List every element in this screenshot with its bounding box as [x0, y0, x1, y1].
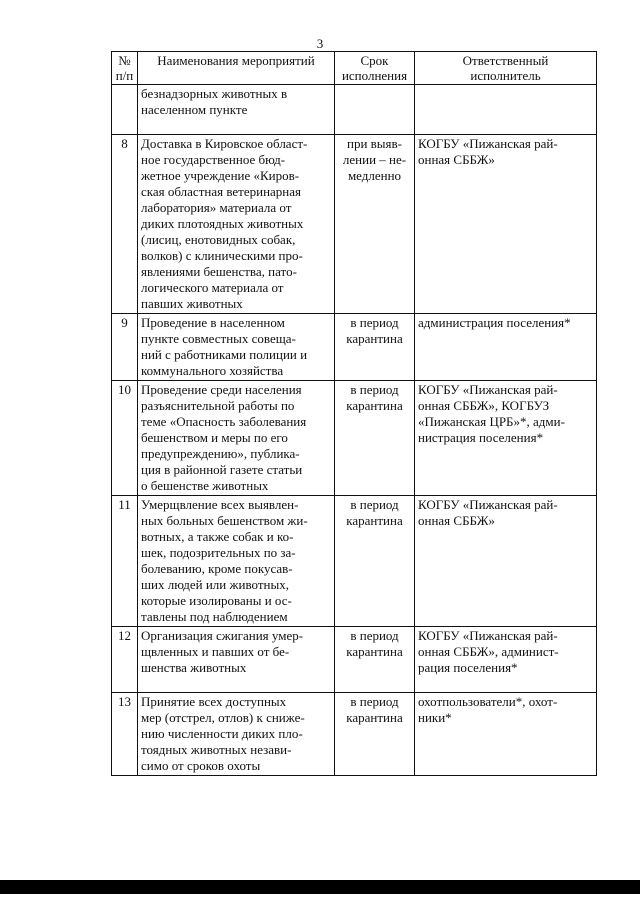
table-row	[112, 627, 597, 693]
row-responsible: КОГБУ «Пижанская рай- онная СББЖ»	[415, 135, 597, 314]
table-row	[112, 381, 597, 496]
row-num: 13	[112, 693, 138, 776]
header-responsible: Ответственный исполнитель	[415, 52, 597, 85]
row-num: 10	[112, 381, 138, 496]
row-term: в период карантина	[335, 381, 415, 496]
row-responsible: КОГБУ «Пижанская рай- онная СББЖ», админист- рация поселения*	[415, 627, 597, 693]
row-num: 8	[112, 135, 138, 314]
row-responsible	[415, 85, 597, 135]
measures-table	[111, 51, 597, 776]
row-num: 9	[112, 314, 138, 381]
row-name: безнадзорных животных в населенном пункте	[138, 85, 335, 135]
row-responsible: КОГБУ «Пижанская рай- онная СББЖ», КОГБУЗ «Пижанская ЦРБ»*, адми- нистрация поселения*	[415, 381, 597, 496]
table-row	[112, 314, 597, 381]
row-name: Умерщвление всех выявлен- ных больных бешенством жи- вотных, а также собак и ко- шек, подозрительных по за- болеванию, кроме покусав- ших людей или животных, которые изолированы и ос- тавлены под наблюдением	[138, 496, 335, 627]
row-name: Проведение среди населения разъяснительной работы по теме «Опасность заболевания бешенством и меры по его предупреждению», публика- ция в районной газете статьи о бешенстве животных	[138, 381, 335, 496]
row-term	[335, 85, 415, 135]
row-term: в период карантина	[335, 627, 415, 693]
row-responsible: охотпользователи*, охот- ники*	[415, 693, 597, 776]
row-num	[112, 85, 138, 135]
row-term: в период карантина	[335, 314, 415, 381]
row-name: Доставка в Кировское област- ное государственное бюд- жетное учреждение «Киров- ская областная ветеринарная лаборатория» материала от диких плотоядных животных (лисиц, енотовидных собак, волков) с клиническими про- явлениями бешенства, пато- логического материала от павших животных	[138, 135, 335, 314]
table-row	[112, 693, 597, 776]
table-row	[112, 496, 597, 627]
row-responsible: КОГБУ «Пижанская рай- онная СББЖ»	[415, 496, 597, 627]
row-term: в период карантина	[335, 693, 415, 776]
scan-edge-bar	[0, 880, 640, 894]
row-responsible: администрация поселения*	[415, 314, 597, 381]
row-name: Проведение в населенном пункте совместных совеща- ний с работниками полиции и коммунального хозяйства	[138, 314, 335, 381]
row-num: 11	[112, 496, 138, 627]
table-row	[112, 135, 597, 314]
row-name: Принятие всех доступных мер (отстрел, отлов) к сниже- нию численности диких пло- тоядных животных незави- симо от сроков охоты	[138, 693, 335, 776]
row-name: Организация сжигания умер- щвленных и павших от бе- шенства животных	[138, 627, 335, 693]
header-term: Срок исполнения	[335, 52, 415, 85]
page-number: 3	[316, 36, 324, 51]
table-header-row	[112, 52, 597, 85]
header-name: Наименования мероприятий	[138, 52, 335, 85]
row-term: в период карантина	[335, 496, 415, 627]
row-num: 12	[112, 627, 138, 693]
table-row	[112, 85, 597, 135]
header-num: № п/п	[112, 52, 138, 85]
row-term: при выяв- лении – не- медленно	[335, 135, 415, 314]
